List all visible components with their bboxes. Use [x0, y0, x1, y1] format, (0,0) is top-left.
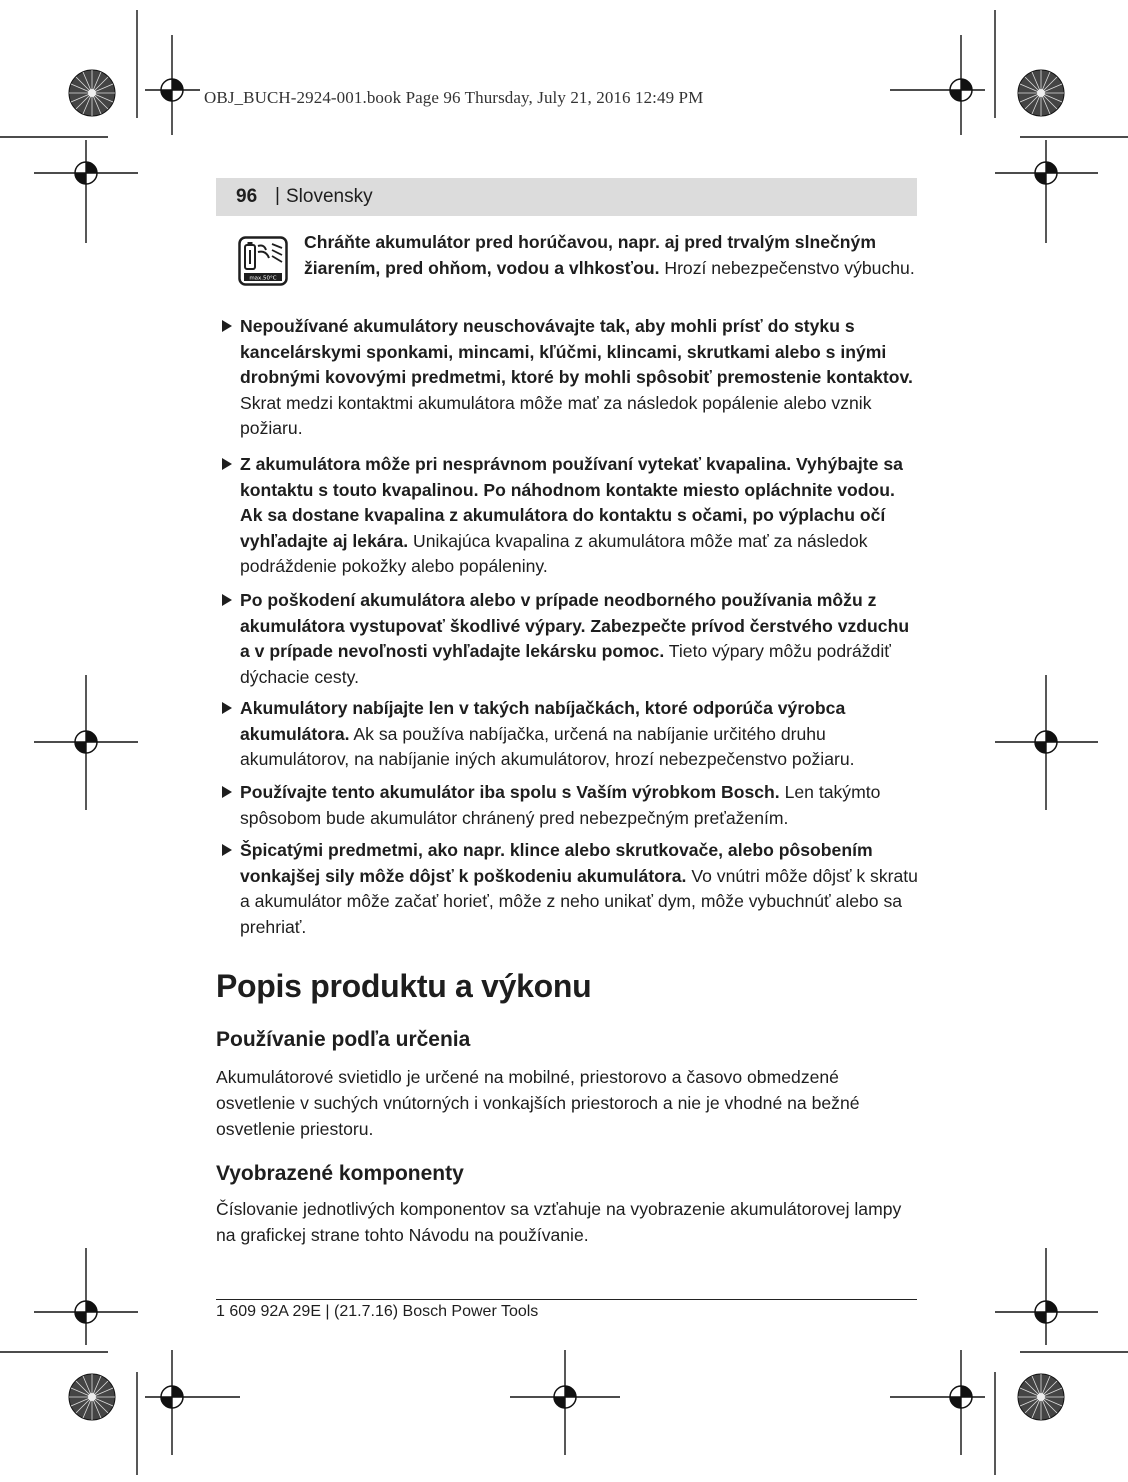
components-heading: Vyobrazené komponenty — [216, 1162, 464, 1185]
list-item: Používajte tento akumulátor iba spolu s Vaším výrobkom Bosch. Len takýmto spôsobom bude akumulátor chránený pred nebezpečným preťažením. — [216, 780, 918, 831]
svg-text:max.50°C: max.50°C — [249, 275, 277, 282]
page-footer: 1 609 92A 29E | (21.7.16) Bosch Power Tools — [216, 1303, 539, 1320]
heat-warning-text: Chráňte akumulátor pred horúčavou, napr. aj pred trvalým slnečným žiarením, pred ohňom, vodou a vlhkosťou. Hrozí nebezpečenstvo výbuchu. — [304, 232, 915, 278]
intended-use-text: Akumulátorové svietidlo je určené na mobilné, priestorovo a časovo obmedzené osvetlenie v suchých vnútorných i vonkajších priestoroch a nie je vhodné na bežné osvetlenie priestoru. — [216, 1067, 860, 1139]
language-label: Slovensky — [286, 186, 373, 207]
components-text: Číslovanie jednotlivých komponentov sa vzťahuje na vyobrazenie akumulátorovej lampy na grafickej strane tohto Návodu na používanie. — [216, 1199, 902, 1245]
page-header-bar — [216, 178, 917, 216]
list-item: Po poškodení akumulátora alebo v prípade neodborného používania môžu z akumulátora vystupovať škodlivé výpary. Zabezpečte prívod čerstvého vzduchu a v prípade nevoľnosti vyhľadajte lekársku pomoc. Tieto výpary môžu podráždiť dýchacie cesty. — [216, 588, 918, 690]
battery-heat-warning-icon — [238, 236, 288, 286]
bullet-arrow-icon — [222, 594, 232, 606]
bullet-arrow-icon — [222, 844, 232, 856]
print-job-header: OBJ_BUCH-2924-001.book Page 96 Thursday, July 21, 2016 12:49 PM — [204, 88, 704, 107]
list-item: Akumulátory nabíjajte len v takých nabíjačkách, ktoré odporúča výrobca akumulátora. Ak sa používa nabíjačka, určená na nabíjanie určitého druhu akumulátorov, na nabíjanie iných akumulátorov, hrozí nebezpečenstvo požiaru. — [216, 696, 918, 773]
bullet-arrow-icon — [222, 702, 232, 714]
list-item: Nepoužívané akumulátory neuschovávajte tak, aby mohli prísť do styku s kancelárskymi sponkami, mincami, kľúčmi, klincami, skrutkami alebo s inými drobnými kovovými predmetmi, ktoré by mohli spôsobiť premostenie kontaktov. Skrat medzi kontaktmi akumulátora môže mať za následok popálenie alebo vznik požiaru. — [216, 314, 918, 442]
footer-divider — [216, 1299, 917, 1300]
page-number: 96 — [236, 186, 258, 207]
intended-use-heading: Používanie podľa určenia — [216, 1028, 471, 1051]
bullet-arrow-icon — [222, 786, 232, 798]
bullet-arrow-icon — [222, 320, 232, 332]
list-item: Z akumulátora môže pri nesprávnom používaní vytekať kvapalina. Vyhýbajte sa kontaktu s touto kvapalinou. Po náhodnom kontakte miesto opláchnite vodou. Ak sa dostane kvapalina z akumulátora do kontaktu s očami, po výplachu očí vyhľadajte aj lekára. Unikajúca kvapalina z akumulátora môže mať za následok podráždenie pokožky alebo popáleniny. — [216, 452, 918, 580]
header-separator: | — [275, 185, 280, 206]
bullet-arrow-icon — [222, 458, 232, 470]
section-title: Popis produktu a výkonu — [216, 968, 592, 1004]
list-item: Špicatými predmetmi, ako napr. klince alebo skrutkovače, alebo pôsobením vonkajšej sily môže dôjsť k poškodeniu akumulátora. Vo vnútri môže dôjsť k skratu a akumulátor môže začať horieť, môže z neho unikať dym, môže vybuchnúť alebo sa prehriať. — [216, 838, 918, 940]
